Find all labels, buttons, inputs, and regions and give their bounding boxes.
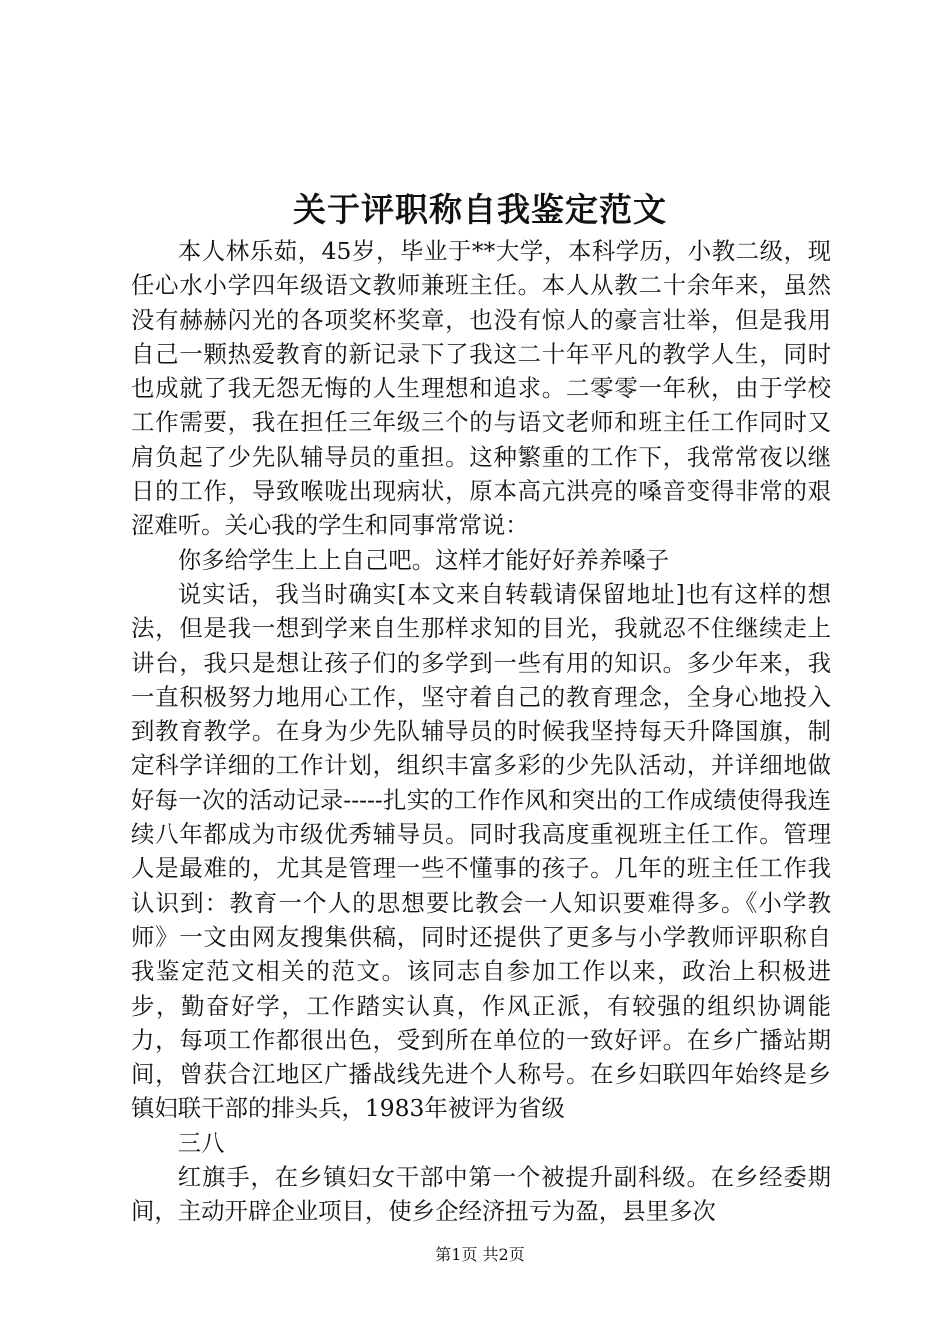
paragraph-3: 说实话，我当时确实[本文来自转载请保留地址]也有这样的想法，但是我一想到学来自生那样求知的目光，我就忍不住继续走上讲台，我只是想让孩子们的多学到一些有用的知识。多少年来，我一直积极努力地用心工作，坚守着自己的教育理念，全身心地投入到教育教学。在身为少先队辅导员的时候我坚持每天升降国旗，制定科学详细的工作计划，组织丰富多彩的少先队活动，并详细地做好每一次的活动记录-----扎实的工作作风和突出的工作成绩使得我连续八年都成为市级优秀辅导员。同时我高度重视班主任工作。管理人是最难的，尤其是管理一些不懂事的孩子。几年的班主任工作我认识到：教育一个人的思想要比教会一人知识要难得多。《小学教师》一文由网友搜集供稿，同时还提供了更多与小学教师评职称自我鉴定范文相关的范文。该同志自参加工作以来，政治上积极进步，勤奋好学，工作踏实认真，作风正派，有较强的组织协调能力，每项工作都很出色，受到所在单位的一致好评。在乡广播站期间，曾获合江地区广播战线先进个人称号。在乡妇联四年始终是乡镇妇联干部的排头兵，1983年被评为省级 — [131, 579, 831, 1123]
page-footer — [0, 1244, 950, 1266]
page-number-label: 第1页 共2页 — [435, 1245, 525, 1264]
paragraph-4: 三八 — [177, 1128, 225, 1157]
paragraph-1: 本人林乐茹，45岁，毕业于**大学，本科学历，小教二级，现任心水小学四年级语文教师兼班主任。本人从教二十余年来，虽然没有赫赫闪光的各项奖杯奖章，也没有惊人的豪言壮举，但是我用自己一颗热爱教育的新记录下了我这二十年平凡的教学人生，同时也成就了我无怨无悔的人生理想和追求。二零零一年秋，由于学校工作需要，我在担任三年级三个的与语文老师和班主任工作同时又肩负起了少先队辅导员的重担。这种繁重的工作下，我常常夜以继日的工作，导致喉咙出现病状，原本高亢洪亮的嗓音变得非常的艰涩难听。关心我的学生和同事常常说： — [131, 237, 831, 540]
paragraph-5: 红旗手，在乡镇妇女干部中第一个被提升副科级。在乡经委期间，主动开辟企业项目，使乡企经济扭亏为盈，县里多次 — [131, 1163, 831, 1226]
document-title: 关于评职称自我鉴定范文 — [293, 190, 667, 229]
document-body — [131, 234, 831, 1229]
paragraph-2: 你多给学生上上自己吧。这样才能好好养养嗓子 — [177, 545, 669, 574]
